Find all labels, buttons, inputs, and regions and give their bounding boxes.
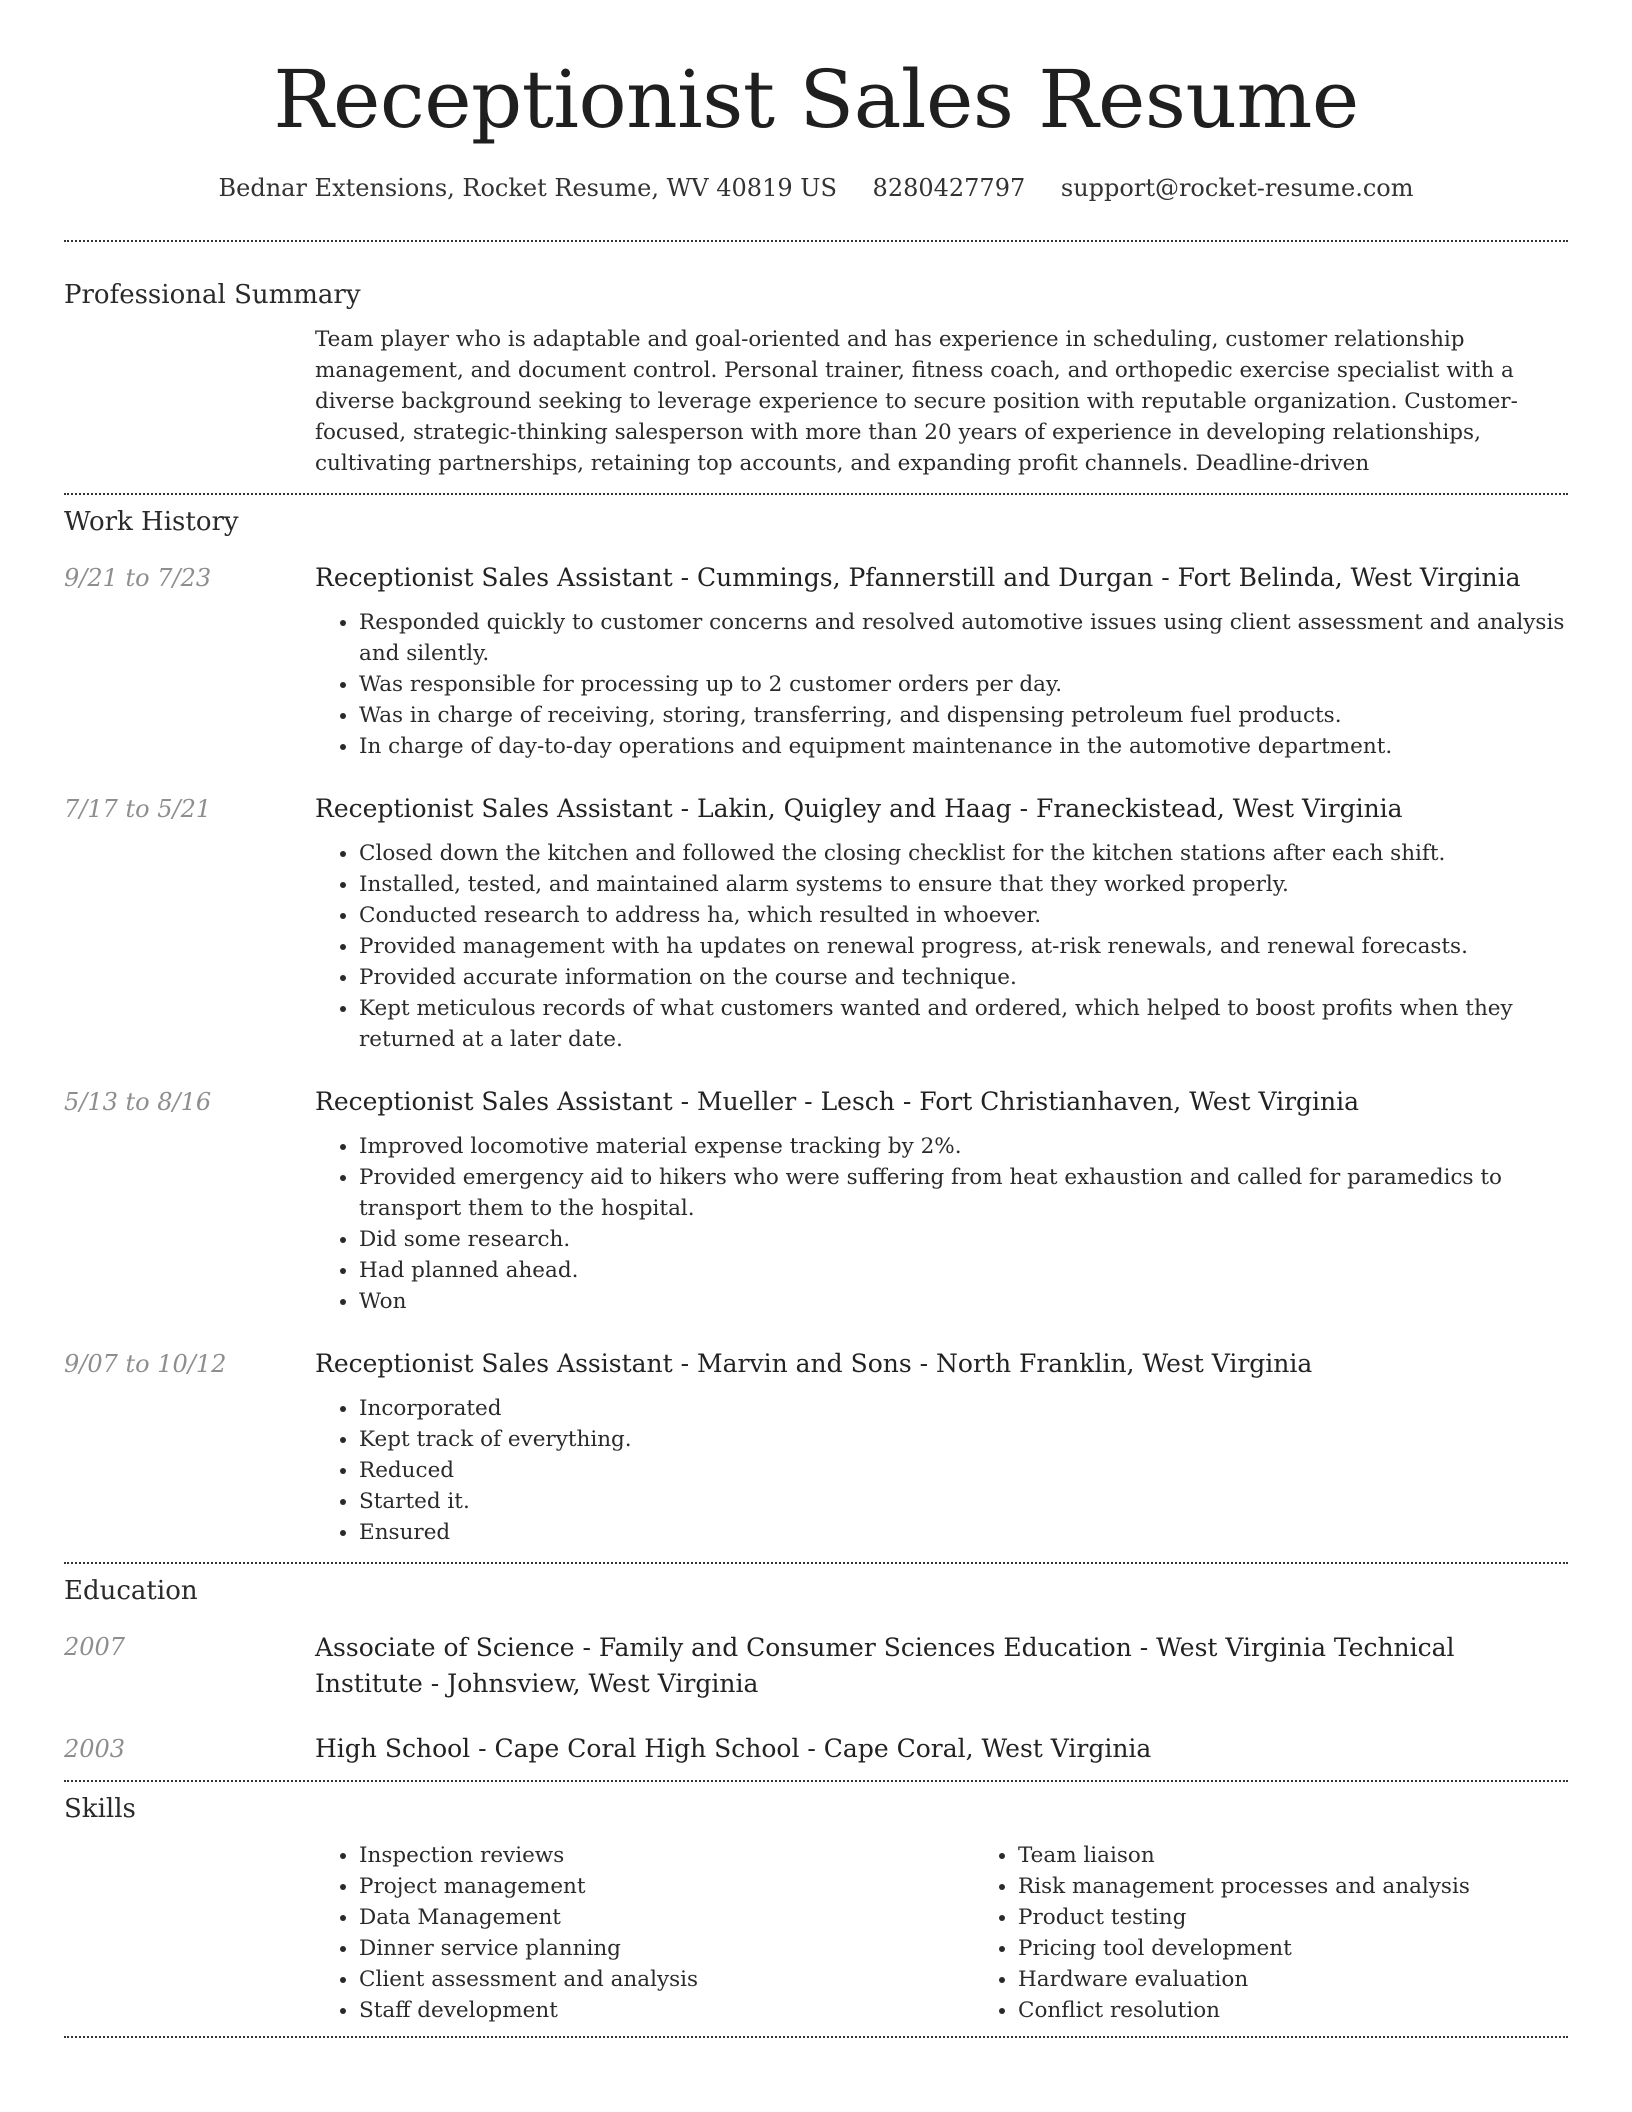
list-item: • Project management (359, 1871, 974, 1902)
contact-email: support@rocket-resume.com (1060, 174, 1414, 202)
list-item: • Installed, tested, and maintained alarm systems to ensure that they worked properly. (359, 869, 1568, 900)
list-item: • Did some research. (359, 1224, 1568, 1255)
job-dates: 9/21 to 7/23 (64, 564, 212, 592)
list-item: • Was in charge of receiving, storing, transferring, and dispensing petroleum fuel products. (359, 700, 1568, 731)
job-title: Receptionist Sales Assistant - Marvin and Sons - North Franklin, West Virginia (315, 1349, 1313, 1378)
list-item: • Responded quickly to customer concerns and resolved automotive issues using client assessment and analysis and silently. (359, 607, 1568, 669)
summary-heading: Professional Summary (64, 280, 361, 310)
skills-row (64, 1840, 1568, 2026)
list-item: • Kept meticulous records of what customers wanted and ordered, which helped to boost profits when they returned at a later date. (359, 993, 1568, 1055)
contact-phone: 8280427797 (872, 174, 1026, 202)
education-text: High School - Cape Coral High School - Cape Coral, West Virginia (315, 1734, 1152, 1763)
resume-page (64, 0, 1568, 2038)
list-item: • Staff development (359, 1995, 974, 2026)
list-item: • Data Management (359, 1902, 974, 1933)
job-title: Receptionist Sales Assistant - Mueller - Lesch - Fort Christianhaven, West Virginia (315, 1087, 1360, 1116)
job-bullets (315, 1131, 1568, 1317)
list-item: • Dinner service planning (359, 1933, 974, 1964)
list-item: • Closed down the kitchen and followed the closing checklist for the kitchen stations after each shift. (359, 838, 1568, 869)
list-item: • Provided management with ha updates on renewal progress, at-risk renewals, and renewal forecasts. (359, 931, 1568, 962)
education-entry (64, 1630, 1568, 1702)
skills-columns (315, 1840, 1632, 2026)
education-entry (64, 1732, 1568, 1766)
divider (64, 1780, 1568, 1782)
list-item: • Improved locomotive material expense tracking by 2%. (359, 1131, 1568, 1162)
list-item: • Client assessment and analysis (359, 1964, 974, 1995)
list-item: • Conducted research to address ha, which resulted in whoever. (359, 900, 1568, 931)
list-item: • Won (359, 1286, 1568, 1317)
list-item: • Incorporated (359, 1393, 1568, 1424)
education-year: 2003 (64, 1735, 126, 1763)
list-item: • Provided accurate information on the course and technique. (359, 962, 1568, 993)
job-bullets (315, 1393, 1568, 1548)
list-item: • Started it. (359, 1486, 1568, 1517)
education-text: Associate of Science - Family and Consumer Sciences Education - West Virginia Technical Institute - Johnsview, West Virginia (315, 1633, 1455, 1698)
list-item: • Product testing (1018, 1902, 1632, 1933)
job-title: Receptionist Sales Assistant - Lakin, Quigley and Haag - Franeckistead, West Virginia (315, 794, 1403, 823)
job-dates: 5/13 to 8/16 (64, 1088, 212, 1116)
list-item: • Pricing tool development (1018, 1933, 1632, 1964)
work-history-heading: Work History (64, 507, 239, 537)
job-entry (64, 1347, 1568, 1548)
job-entry (64, 1085, 1568, 1317)
job-bullets (315, 838, 1568, 1055)
list-item: • In charge of day-to-day operations and equipment maintenance in the automotive department. (359, 731, 1568, 762)
job-dates: 9/07 to 10/12 (64, 1350, 227, 1378)
job-dates: 7/17 to 5/21 (64, 795, 212, 823)
list-item: • Ensured (359, 1517, 1568, 1548)
summary-row (64, 324, 1568, 479)
list-item: • Conflict resolution (1018, 1995, 1632, 2026)
contact-line (64, 172, 1568, 204)
list-item: • Team liaison (1018, 1840, 1632, 1871)
list-item: • Reduced (359, 1455, 1568, 1486)
divider (64, 1562, 1568, 1564)
divider (64, 2036, 1568, 2038)
list-item: • Had planned ahead. (359, 1255, 1568, 1286)
list-item: • Was responsible for processing up to 2 customer orders per day. (359, 669, 1568, 700)
list-item: • Kept track of everything. (359, 1424, 1568, 1455)
skills-heading: Skills (64, 1794, 136, 1824)
resume-title: Receptionist Sales Resume (273, 53, 1359, 146)
divider (64, 240, 1568, 242)
list-item: • Risk management processes and analysis (1018, 1871, 1632, 1902)
list-item: • Provided emergency aid to hikers who were suffering from heat exhaustion and called for paramedics to transport them to the hospital. (359, 1162, 1568, 1224)
education-heading: Education (64, 1576, 198, 1606)
list-item: • Hardware evaluation (1018, 1964, 1632, 1995)
education-year: 2007 (64, 1633, 126, 1661)
summary-text: Team player who is adaptable and goal-oriented and has experience in scheduling, customer relationship management, and document control. Personal trainer, fitness coach, and orthopedic exercise specialist with a diverse background seeking to leverage experience to secure position with reputable organization. Customer-focused, strategic-thinking salesperson with more than 20 years of experience in developing relationships, cultivating partnerships, retaining top accounts, and expanding profit channels. Deadline-driven (315, 327, 1518, 476)
list-item: • Inspection reviews (359, 1840, 974, 1871)
job-title: Receptionist Sales Assistant - Cummings, Pfannerstill and Durgan - Fort Belinda, West Virginia (315, 563, 1521, 592)
job-entry (64, 561, 1568, 762)
skills-list-right (974, 1840, 1632, 2026)
job-bullets (315, 607, 1568, 762)
divider (64, 493, 1568, 495)
skills-list-left (315, 1840, 974, 2026)
job-entry (64, 792, 1568, 1055)
contact-address: Bednar Extensions, Rocket Resume, WV 40819 US (218, 174, 837, 202)
